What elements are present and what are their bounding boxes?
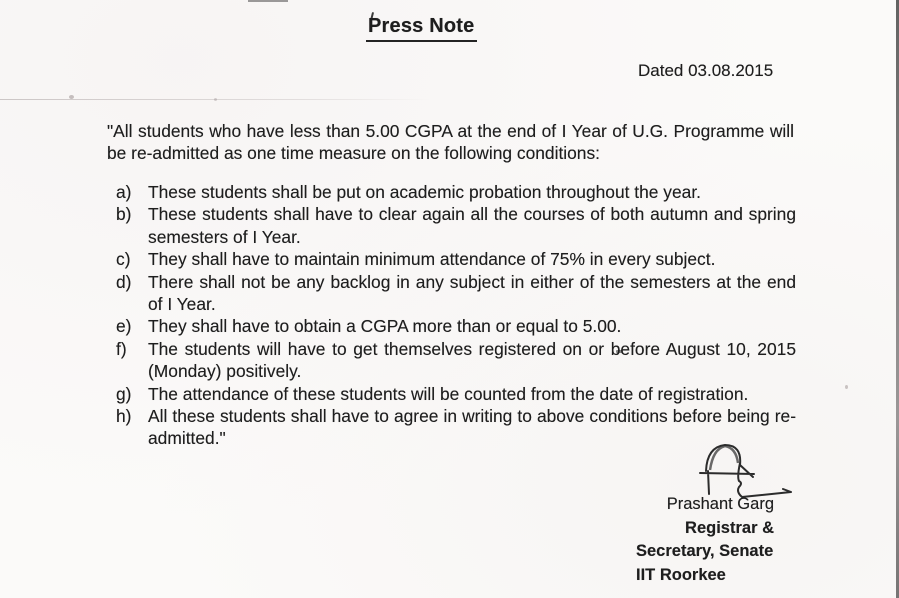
list-item-text: These students shall be put on academic probation throughout the year. <box>148 182 702 202</box>
list-item-text: They shall have to maintain minimum attendance of 75% in every subject. <box>148 249 716 270</box>
list-item <box>107 181 796 203</box>
signatory-title-registrar: Registrar & <box>685 518 774 537</box>
list-item-text: There shall not be any backlog in any subject in either of the semesters at the end of I Year. <box>148 271 796 315</box>
list-item <box>107 271 796 316</box>
scan-speck <box>69 95 74 99</box>
scan-speck <box>845 385 848 389</box>
list-item <box>107 315 796 337</box>
list-item-label: a) <box>116 182 132 202</box>
intro-paragraph: "All students who have less than 5.00 CGPA at the end of I Year of U.G. Programme will be re-admitted as one time measure on the following conditions: <box>107 121 794 164</box>
list-item-label: g) <box>116 383 132 404</box>
list-item <box>107 203 796 248</box>
signatory-name: Prashant Garg <box>666 495 774 513</box>
date-line: Dated 03.08.2015 <box>638 61 774 80</box>
list-item-text: These students shall have to clear again all the courses of both autumn and spring semesters of I Year. <box>148 204 796 247</box>
list-item <box>107 248 796 270</box>
conditions-list <box>107 181 796 450</box>
list-item-label: h) <box>116 406 132 427</box>
list-item-text: The students will have to get themselves registered on or before August 10, 2015 (Monday) positively. <box>148 338 796 382</box>
list-item-text: The attendance of these students will be counted from the date of registration. <box>148 383 749 404</box>
list-item-text: They shall have to obtain a CGPA more than or equal to 5.00. <box>148 316 622 337</box>
list-item <box>107 405 796 450</box>
signatory-institute: IIT Roorkee <box>636 565 726 584</box>
list-item-text: All these students shall have to agree in writing to above conditions before being re-admitted." <box>148 406 796 449</box>
list-item-label: e) <box>116 316 132 337</box>
signatory-title-secretary: Secretary, Senate <box>636 542 774 561</box>
list-item <box>107 383 796 405</box>
list-item-label: d) <box>116 271 132 292</box>
list-item-label: c) <box>116 249 131 270</box>
list-item-label: b) <box>116 204 132 225</box>
list-item-label: f) <box>116 338 127 359</box>
scan-smudge <box>248 0 288 2</box>
page-title: Press Note <box>366 15 477 42</box>
scan-speck <box>214 98 217 101</box>
signature-block <box>636 493 774 587</box>
list-item <box>107 338 796 383</box>
